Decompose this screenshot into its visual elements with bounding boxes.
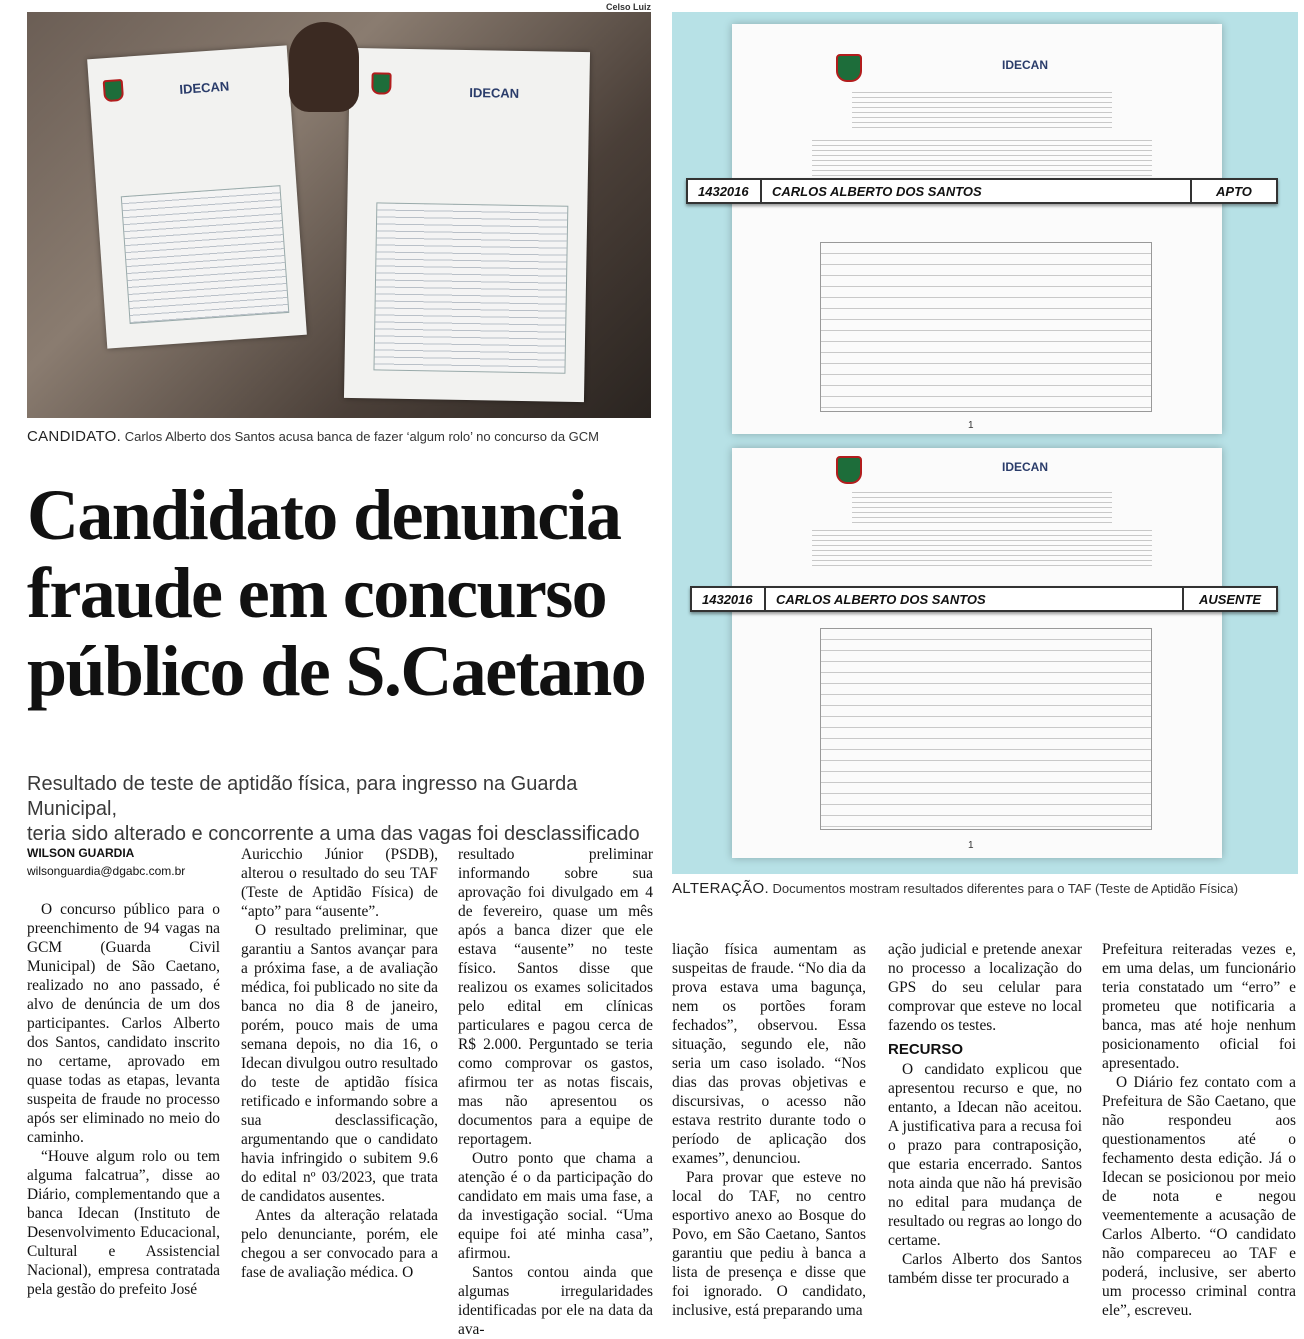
graphic-caption bbox=[672, 880, 1298, 897]
crest-icon bbox=[103, 79, 124, 102]
paragraph: Antes da alteração relatada pelo denunciante, porém, ele chegou a ser convocado para a fase de avaliação médica. O bbox=[241, 1207, 438, 1281]
highlight-row-apto bbox=[686, 178, 1278, 204]
paragraph: O Diário fez contato com a Prefeitura de São Caetano, que não respondeu aos questionamentos até o fechamento desta edição. Já o Idecan se posicionou por meio de nota e negou veementemente a acusação de Carlos Alberto. “O candidato não compareceu ao TAF e poderá, inclusive, ser aberto um processo criminal contra ele”, escreveu. bbox=[1102, 1074, 1296, 1319]
paragraph: resultado preliminar informando sobre sua aprovação foi divulgado em 4 de fevereiro, quase um mês após a banca dizer que ele estava “ausente” no teste físico. Santos disse que realizou os exames solicitados pelo edital em clínicas particulares e pagou cerca de R$ 2.000. Perguntado se teria como comprovar os gastos, afirmou ter as notas fiscais, mas não apresentou os documentos para a equipe de reportagem. bbox=[458, 846, 653, 1148]
highlight-status: APTO bbox=[1216, 183, 1252, 199]
highlight-name: CARLOS ALBERTO DOS SANTOS bbox=[762, 180, 1192, 202]
article-column-5 bbox=[888, 940, 1082, 1288]
paragraph: O resultado preliminar, que garantiu a Santos avançar para a próxima fase, a de avaliação médica, foi publicado no site da banca no dia 8 de janeiro, porém, pouco mais de uma semana depois, no dia 16, o Idecan divulgou outro resultado do teste de aptidão física retificado e informando sobre a sua desclassificação, argumentando que o candidato havia infringido o subitem 9.6 do edital nº 03/2023, que trata de candidatos ausentes. bbox=[241, 922, 438, 1205]
document-table bbox=[121, 185, 290, 323]
paragraph: Carlos Alberto dos Santos também disse ter procurado a bbox=[888, 1251, 1082, 1287]
headline-line: Candidato denuncia bbox=[27, 475, 621, 555]
doc-brand: IDECAN bbox=[1002, 58, 1049, 72]
paragraph: liação física aumentam as suspeitas de fraude. “No dia da prova estava uma bagunça, nem os portões foram fechados”, observou. Essa situação, segundo ele, não seria um caso isolado. “Nos dias das provas objetivas e discursivas, o acesso não estava restrito durante todo o período de aplicação dos exames”, denunciou. bbox=[672, 941, 866, 1167]
person-head bbox=[289, 22, 359, 112]
doc-body-text bbox=[812, 136, 1152, 176]
paragraph: Para provar que esteve no local do TAF, no centro esportivo anexo ao Bosque do Povo, em São Caetano, Santos garantiu que pediu à banca a lista de presença e disse que foi ignorado. O candidato, inclusive, está preparando uma bbox=[672, 1169, 866, 1319]
paragraph: “Houve algum rolo ou tem alguma falcatrua”, disse ao Diário, complementando que a banca Idecan (Instituto de Desenvolvimento Educacional, Cultural e Assistencial Nacional), empresa contratada pela gestão do prefeito José bbox=[27, 1148, 220, 1298]
paragraph: Outro ponto que chama a atenção é o da participação do candidato em mais uma fase, a da investigação social. “Uma equipe foi até minha casa”, afirmou. bbox=[458, 1150, 653, 1262]
crest-icon bbox=[836, 456, 862, 484]
paragraph: ação judicial e pretende anexar no processo a localização do GPS do seu celular para comprovar que esteve no local fazendo os testes. bbox=[888, 941, 1082, 1034]
documents-graphic bbox=[672, 12, 1298, 874]
byline-email[interactable]: wilsonguardia@dgabc.com.br bbox=[27, 864, 186, 878]
page-number: 1 bbox=[968, 840, 974, 851]
article-column-1 bbox=[27, 900, 220, 1299]
caption-text: Carlos Alberto dos Santos acusa banca de fazer ‘algum rolo’ no concurso da GCM bbox=[121, 429, 600, 444]
headline-line: público de S.Caetano bbox=[27, 631, 646, 711]
doc-results-table bbox=[820, 628, 1152, 830]
document-table bbox=[373, 202, 568, 373]
article-column-4 bbox=[672, 940, 866, 1320]
crest-icon bbox=[371, 72, 391, 94]
subhead-line: teria sido alterado e concorrente a uma das vagas foi desclassificado bbox=[27, 823, 640, 845]
highlight-id: 1432016 bbox=[692, 588, 766, 610]
byline-author: WILSON GUARDIA bbox=[27, 846, 135, 860]
highlight-name: CARLOS ALBERTO DOS SANTOS bbox=[766, 588, 1184, 610]
article-column-2 bbox=[241, 845, 438, 1282]
caption-kicker: CANDIDATO. bbox=[27, 428, 122, 445]
headline bbox=[27, 476, 657, 710]
crest-icon bbox=[836, 54, 862, 82]
article-column-6 bbox=[1102, 940, 1296, 1320]
paper-brand: IDECAN bbox=[178, 78, 230, 97]
doc-header-text bbox=[852, 488, 1112, 528]
subhead-line: Resultado de teste de aptidão física, para ingresso na Guarda Municipal, bbox=[27, 773, 578, 820]
doc-body-text bbox=[812, 526, 1152, 566]
caption-kicker: ALTERAÇÃO. bbox=[672, 880, 769, 897]
paragraph: Auricchio Júnior (PSDB), alterou o resultado do seu TAF (Teste de Aptidão Física) de “apto” para “ausente”. bbox=[241, 846, 438, 920]
caption-text: Documentos mostram resultados diferentes para o TAF (Teste de Aptidão Física) bbox=[768, 881, 1239, 896]
doc-brand: IDECAN bbox=[1002, 460, 1049, 474]
document-preliminary bbox=[732, 24, 1222, 434]
article-column-3 bbox=[458, 845, 653, 1339]
doc-results-table bbox=[820, 242, 1152, 412]
paper-brand: IDECAN bbox=[469, 85, 520, 101]
document-right bbox=[344, 48, 590, 402]
highlight-id: 1432016 bbox=[688, 180, 762, 202]
highlight-row-ausente bbox=[690, 586, 1278, 612]
photo-caption bbox=[27, 428, 651, 445]
doc-header-text bbox=[852, 88, 1112, 128]
photo-candidate bbox=[27, 12, 651, 418]
section-heading: RECURSO bbox=[888, 1041, 964, 1058]
document-left bbox=[87, 45, 307, 348]
paragraph: O candidato explicou que apresentou recurso e que, no entanto, a Idecan não aceitou. A justificativa para a recusa foi o prazo para contraposição, que estaria encerrado. Santos nota ainda que não há previsão no edital para mudança de resultado ou regras ao longo do certame. bbox=[888, 1061, 1082, 1249]
subheadline bbox=[27, 772, 657, 847]
paragraph: Santos contou ainda que algumas irregularidades identificadas por ele na data da ava- bbox=[458, 1264, 653, 1338]
highlight-status: AUSENTE bbox=[1198, 591, 1262, 607]
document-final bbox=[732, 448, 1222, 858]
page-number: 1 bbox=[968, 420, 974, 431]
paragraph: Prefeitura reiteradas vezes e, em uma delas, um funcionário teria constatado um “erro” e prometeu que notificaria a banca, mas até hoje nenhum posicionamento oficial foi apresentado. bbox=[1102, 941, 1296, 1072]
photo-credit: Celso Luiz bbox=[605, 2, 651, 12]
headline-line: fraude em concurso bbox=[27, 553, 607, 633]
paragraph: O concurso público para o preenchimento de 94 vagas na GCM (Guarda Civil Municipal) de São Caetano, realizado no ano passado, é alvo de denúncia de um dos participantes. Carlos Alberto dos Santos, candidato inscrito no certame, aprovado em quase todas as etapas, levanta suspeita de fraude no processo após ser eliminado no meio do caminho. bbox=[27, 901, 220, 1146]
